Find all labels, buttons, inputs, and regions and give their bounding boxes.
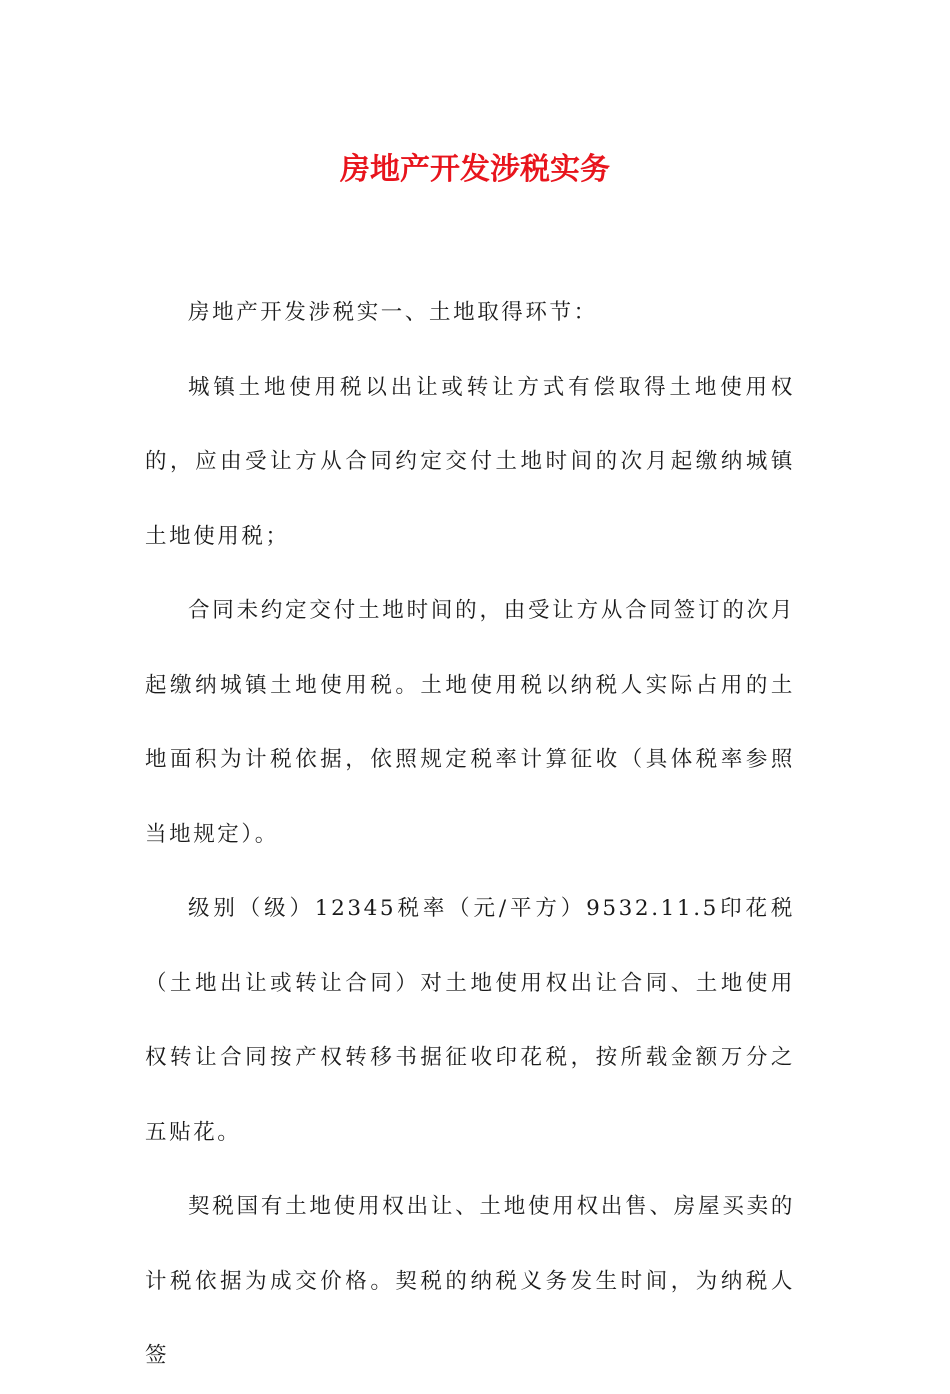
paragraph-land-acquisition-heading: 房地产开发涉税实一、土地取得环节： — [188, 300, 598, 325]
document-body — [145, 276, 795, 1394]
paragraph-tax-rate-stamp-duty: 级别（级）12345税率（元/平方）9532.11.5印花税（土地出让或转让合同）对土地使用权出让合同、土地使用权转让合同按产权转移书据征收印花税，按所载金额万分之五贴花。 — [145, 896, 795, 1145]
paragraph-deed-tax: 契税国有土地使用权出让、土地使用权出售、房屋买卖的计税依据为成交价格。契税的纳税义务发生时间，为纳税人签 — [145, 1194, 795, 1368]
document-title: 房地产开发涉税实务 — [340, 152, 610, 187]
paragraph-no-delivery-date: 合同未约定交付土地时间的，由受让方从合同签订的次月起缴纳城镇土地使用税。土地使用税以纳税人实际占用的土地面积为计税依据，依照规定税率计算征收（具体税率参照当地规定）。 — [145, 598, 795, 847]
paragraph-urban-land-use-tax: 城镇土地使用税以出让或转让方式有偿取得土地使用权的，应由受让方从合同约定交付土地时间的次月起缴纳城镇土地使用税； — [145, 374, 795, 549]
